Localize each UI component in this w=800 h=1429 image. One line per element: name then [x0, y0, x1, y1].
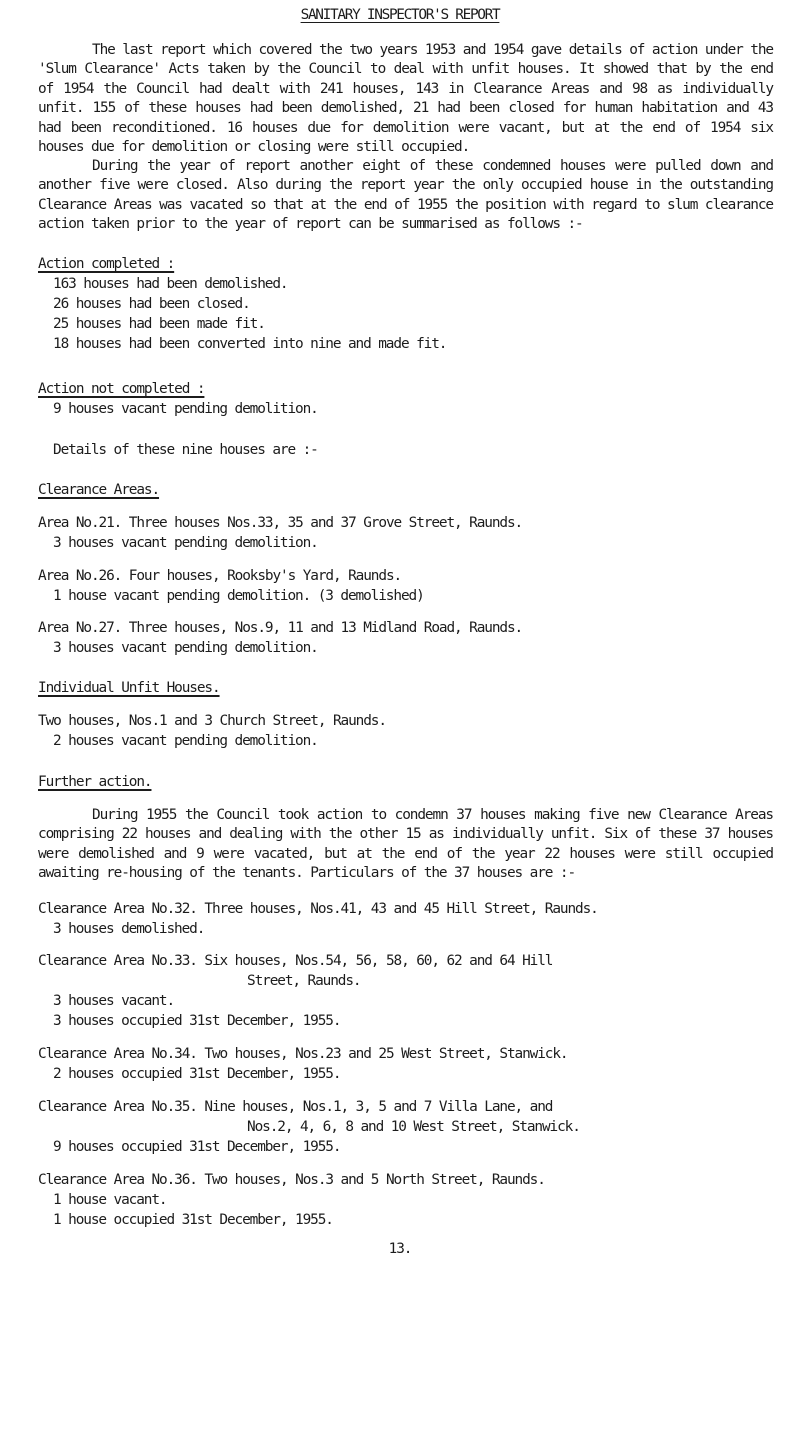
new-area-sub: 9 houses occupied 31st December, 1955. — [53, 1139, 341, 1155]
new-area-sub: 3 houses demolished. — [53, 921, 205, 937]
action-not-completed-item: 9 houses vacant pending demolition. — [53, 401, 318, 417]
clearance-area-sub: 3 houses vacant pending demolition. — [53, 640, 318, 656]
new-area-line-continued: Street, Raunds. — [247, 973, 361, 989]
individual-unfit-text: Two houses, Nos.1 and 3 Church Street, Raunds. — [38, 713, 386, 729]
intro-paragraph-2: During the year of report another eight of these condemned houses were pulled down and another five were closed. Also during the report year the only occupied house in the outstanding Clearance Areas was vacated so that at the end of 1955 the position with regard to slum clearance action taken prior to the year of report can be summarised as follows :- — [38, 158, 773, 233]
new-area-line: Clearance Area No.32. Three houses, Nos.41, 43 and 45 Hill Street, Raunds. — [38, 901, 598, 917]
new-area-line: Clearance Area No.36. Two houses, Nos.3 and 5 North Street, Raunds. — [38, 1172, 545, 1188]
report-title: SANITARY INSPECTOR'S REPORT — [300, 7, 500, 23]
new-area-sub: 1 house vacant. — [53, 1192, 167, 1208]
new-area-line: Clearance Area No.34. Two houses, Nos.23 and 25 West Street, Stanwick. — [38, 1046, 568, 1062]
new-area-line: Clearance Area No.35. Nine houses, Nos.1, 3, 5 and 7 Villa Lane, and — [38, 1099, 553, 1115]
new-area-line-continued: Nos.2, 4, 6, 8 and 10 West Street, Stanwick. — [247, 1119, 580, 1135]
new-area-line: Clearance Area No.33. Six houses, Nos.54, 56, 58, 60, 62 and 64 Hill — [38, 953, 553, 969]
clearance-area-sub: 1 house vacant pending demolition. (3 demolished) — [53, 588, 424, 604]
individual-unfit-heading: Individual Unfit Houses. — [38, 680, 220, 696]
action-completed-item: 26 houses had been closed. — [53, 296, 250, 312]
new-area-sub: 1 house occupied 31st December, 1955. — [53, 1212, 333, 1228]
clearance-area-entry: Area No.27. Three houses, Nos.9, 11 and 13 Midland Road, Raunds. — [38, 620, 523, 636]
individual-unfit-sub: 2 houses vacant pending demolition. — [53, 733, 318, 749]
clearance-area-entry: Area No.21. Three houses Nos.33, 35 and 37 Grove Street, Raunds. — [38, 515, 523, 531]
further-action-heading: Further action. — [38, 774, 152, 790]
clearance-area-entry: Area No.26. Four houses, Rooksby's Yard, Raunds. — [38, 568, 402, 584]
details-intro: Details of these nine houses are :- — [53, 442, 318, 458]
action-completed-item: 25 houses had been made fit. — [53, 316, 265, 332]
page-number: 13. — [388, 1241, 412, 1257]
action-completed-item: 163 houses had been demolished. — [53, 276, 288, 292]
action-completed-heading: Action completed : — [38, 256, 175, 272]
intro-paragraph-1: The last report which covered the two years 1953 and 1954 gave details of action under the 'Slum Clearance' Acts taken by the Council to deal with unfit houses. It showed that by the end of 1954 the Council had dealt with 241 houses, 143 in Clearance Areas and 98 as individually unfit. 155 of these houses had been demolished, 21 had been closed for human habitation and 43 had been reconditioned. 16 houses due for demolition were vacant, but at the end of 1954 six houses due for demolition or closing were still occupied. — [38, 42, 773, 156]
action-completed-item: 18 houses had been converted into nine and made fit. — [53, 336, 447, 352]
action-not-completed-heading: Action not completed : — [38, 381, 205, 397]
new-area-sub: 2 houses occupied 31st December, 1955. — [53, 1066, 341, 1082]
new-area-sub: 3 houses vacant. — [53, 993, 175, 1009]
new-area-sub: 3 houses occupied 31st December, 1955. — [53, 1013, 341, 1029]
clearance-areas-heading: Clearance Areas. — [38, 482, 160, 498]
further-action-paragraph: During 1955 the Council took action to condemn 37 houses making five new Clearance Areas comprising 22 houses and dealing with the other 15 as individually unfit. Six of these 37 houses were demolished and 9 were vacated, but at the end of the year 22 houses were still occupied awaiting re-housing of the tenants. Particulars of the 37 houses are :- — [38, 807, 773, 882]
clearance-area-sub: 3 houses vacant pending demolition. — [53, 535, 318, 551]
